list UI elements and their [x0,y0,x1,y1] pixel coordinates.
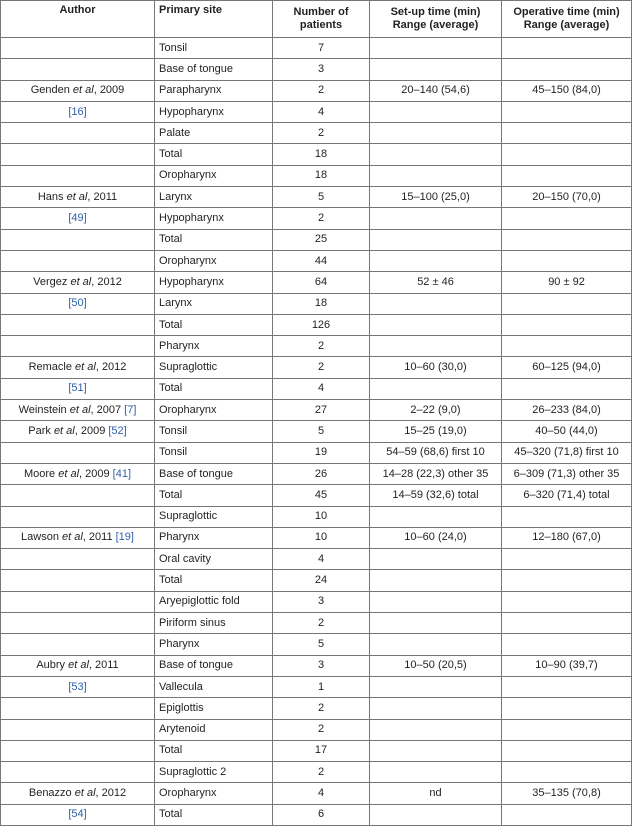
reference-link[interactable]: [16] [68,105,87,118]
patients-count-cell: 25 [273,229,370,250]
patients-count-cell: 6 [273,804,370,825]
primary-site-cell: Oropharynx [155,250,273,271]
table-row [1,527,632,548]
author-cell [1,59,155,80]
setup-time-cell [370,165,502,186]
table-row [1,613,632,634]
table-row [1,442,632,463]
operative-time-cell [502,123,632,144]
primary-site-cell: Aryepiglottic fold [155,591,273,612]
primary-site-cell: Total [155,378,273,399]
operative-time-cell: 10–90 (39,7) [502,655,632,676]
patients-count-cell: 44 [273,250,370,271]
author-year: , 2009 [79,467,113,480]
setup-time-cell [370,59,502,80]
operative-time-cell [502,762,632,783]
primary-site-cell: Tonsil [155,421,273,442]
author-cell [1,187,155,208]
primary-site-cell: Supraglottic 2 [155,762,273,783]
operative-time-cell: 90 ± 92 [502,272,632,293]
operative-time-cell [502,549,632,570]
primary-site-cell: Larynx [155,293,273,314]
patients-count-cell: 10 [273,506,370,527]
author-name: Genden [30,84,73,97]
author-cell [1,442,155,463]
operative-time-cell: 12–180 (67,0) [502,527,632,548]
patients-count-cell: 2 [273,336,370,357]
reference-link[interactable]: [52] [108,424,127,437]
table-row [1,698,632,719]
setup-time-cell [370,208,502,229]
primary-site-cell: Tonsil [155,442,273,463]
author-year: , 2011 [82,531,116,544]
setup-time-cell [370,762,502,783]
operative-time-cell: 20–150 (70,0) [502,187,632,208]
patients-count-cell: 2 [273,357,370,378]
patients-count-cell: 19 [273,442,370,463]
operative-time-cell [502,378,632,399]
primary-site-cell: Parapharynx [155,80,273,101]
patients-count-cell: 18 [273,293,370,314]
author-year: , 2011 [87,190,118,203]
setup-time-cell [370,549,502,570]
setup-time-cell: 10–60 (30,0) [370,357,502,378]
author-cell [1,250,155,271]
setup-time-cell [370,314,502,335]
setup-time-cell: 20–140 (54,6) [370,80,502,101]
author-cell [1,165,155,186]
table-row [1,485,632,506]
primary-site-cell: Supraglottic [155,357,273,378]
patients-count-cell: 24 [273,570,370,591]
patients-count-cell: 45 [273,485,370,506]
patients-count-cell: 3 [273,59,370,80]
author-cell [1,421,155,442]
author-cell [1,613,155,634]
header-number-line1: Number of [293,6,349,18]
table-row [1,165,632,186]
author-name: Remacle [28,361,76,374]
author-year: , 2011 [88,659,119,672]
header-op-line1: Operative time (min) [513,6,620,18]
author-cell [1,740,155,761]
patients-count-cell: 27 [273,400,370,421]
table-row [1,570,632,591]
patients-count-cell: 2 [273,698,370,719]
author-cell [1,570,155,591]
author-et-al: et al [62,531,83,544]
table-row [1,783,632,804]
table-row [1,272,632,293]
author-year: , 2009 [93,84,125,97]
author-cell [1,591,155,612]
primary-site-cell: Total [155,314,273,335]
reference-link[interactable]: [54] [68,808,87,821]
setup-time-cell: 10–50 (20,5) [370,655,502,676]
author-cell [1,229,155,250]
setup-time-cell [370,101,502,122]
table-row [1,378,632,399]
primary-site-cell: Base of tongue [155,655,273,676]
patients-count-cell: 126 [273,314,370,335]
author-cell [1,655,155,676]
setup-time-cell [370,250,502,271]
setup-time-cell [370,506,502,527]
author-cell [1,378,155,399]
setup-time-cell: 15–25 (19,0) [370,421,502,442]
header-operative-time [502,1,632,38]
table-row [1,250,632,271]
operative-time-cell [502,698,632,719]
table-row [1,549,632,570]
patients-count-cell: 3 [273,591,370,612]
primary-site-cell: Arytenoid [155,719,273,740]
table-row [1,804,632,825]
patients-count-cell: 5 [273,421,370,442]
operative-time-cell [502,38,632,59]
author-cell [1,719,155,740]
author-cell [1,123,155,144]
patients-count-cell: 26 [273,463,370,484]
operative-time-cell: 45–150 (84,0) [502,80,632,101]
reference-link[interactable]: [49] [68,212,87,225]
table-row [1,229,632,250]
setup-time-cell [370,634,502,655]
setup-time-cell: 15–100 (25,0) [370,187,502,208]
author-year: , 2009 [74,424,109,437]
patients-count-cell: 5 [273,187,370,208]
author-cell [1,400,155,421]
table-row [1,421,632,442]
header-author: Author [1,1,155,38]
primary-site-cell: Hypopharynx [155,272,273,293]
author-cell [1,357,155,378]
table-row [1,400,632,421]
setup-time-cell [370,229,502,250]
author-cell [1,272,155,293]
operative-time-cell [502,59,632,80]
setup-time-cell [370,719,502,740]
operative-time-cell: 6–309 (71,3) other 35 [502,463,632,484]
patients-count-cell: 2 [273,80,370,101]
table-row [1,144,632,165]
header-op-line2: Range (average) [523,19,610,31]
reference-link[interactable]: [53] [68,680,87,693]
setup-time-cell [370,676,502,697]
author-cell [1,762,155,783]
patients-count-cell: 18 [273,144,370,165]
patients-count-cell: 17 [273,740,370,761]
setup-time-cell: 10–60 (24,0) [370,527,502,548]
table-row [1,719,632,740]
primary-site-cell: Hypopharynx [155,101,273,122]
table-row [1,123,632,144]
header-setup-time [370,1,502,38]
header-primary-site: Primary site [155,1,273,38]
operative-time-cell [502,144,632,165]
table-row [1,336,632,357]
setup-time-cell [370,591,502,612]
table-row [1,314,632,335]
setup-time-cell: 52 ± 46 [370,272,502,293]
operative-time-cell [502,250,632,271]
operative-time-cell [502,804,632,825]
setup-time-cell [370,378,502,399]
reference-link[interactable]: [50] [68,297,87,310]
table-row [1,357,632,378]
patients-count-cell: 4 [273,101,370,122]
primary-site-cell: Palate [155,123,273,144]
setup-time-cell: 54–59 (68,6) first 10 [370,442,502,463]
operative-time-cell: 60–125 (94,0) [502,357,632,378]
author-name: Hans [37,190,67,203]
author-cell [1,293,155,314]
setup-time-cell [370,38,502,59]
primary-site-cell: Hypopharynx [155,208,273,229]
author-cell [1,698,155,719]
table-row [1,740,632,761]
primary-site-cell: Total [155,804,273,825]
author-et-al: et al [69,403,91,416]
primary-site-cell: Oropharynx [155,783,273,804]
primary-site-cell: Epiglottis [155,698,273,719]
author-et-al: et al [58,467,80,480]
operative-time-cell: 35–135 (70,8) [502,783,632,804]
author-et-al: et al [66,190,88,203]
author-name: Aubry [36,659,69,672]
operative-time-cell [502,719,632,740]
setup-time-cell [370,698,502,719]
author-cell [1,38,155,59]
setup-time-cell: 14–28 (22,3) other 35 [370,463,502,484]
operative-time-cell [502,740,632,761]
reference-link[interactable]: [41] [112,467,132,480]
table-row [1,38,632,59]
author-cell [1,549,155,570]
patients-count-cell: 10 [273,527,370,548]
setup-time-cell [370,570,502,591]
operative-time-cell [502,314,632,335]
header-setup-line2: Range (average) [392,19,479,31]
table-row [1,655,632,676]
table-row [1,676,632,697]
table-row [1,634,632,655]
operative-time-cell [502,506,632,527]
patients-count-cell: 2 [273,613,370,634]
operative-time-cell [502,101,632,122]
primary-site-cell: Tonsil [155,38,273,59]
primary-site-cell: Larynx [155,187,273,208]
author-cell [1,208,155,229]
author-cell [1,485,155,506]
author-cell [1,80,155,101]
author-cell [1,783,155,804]
reference-link[interactable]: [7] [124,403,137,416]
primary-site-cell: Oral cavity [155,549,273,570]
author-name: Benazzo [28,787,75,800]
primary-site-cell: Pharynx [155,634,273,655]
author-et-al: et al [68,659,89,672]
table-row [1,463,632,484]
setup-time-cell: 2–22 (9,0) [370,400,502,421]
author-et-al: et al [72,84,94,97]
primary-site-cell: Supraglottic [155,506,273,527]
author-name: Lawson [21,531,62,544]
reference-link[interactable]: [19] [115,531,134,544]
operative-time-cell: 6–320 (71,4) total [502,485,632,506]
reference-link[interactable]: [51] [68,382,87,395]
operative-time-cell [502,613,632,634]
setup-time-cell [370,144,502,165]
setup-time-cell [370,336,502,357]
author-et-al: et al [70,275,92,288]
primary-site-cell: Total [155,144,273,165]
author-cell [1,804,155,825]
table-row [1,293,632,314]
patients-count-cell: 4 [273,378,370,399]
patients-count-cell: 1 [273,676,370,697]
header-number-line2: patients [299,19,343,31]
operative-time-cell: 26–233 (84,0) [502,400,632,421]
table-row [1,591,632,612]
author-cell [1,676,155,697]
table-row [1,762,632,783]
primary-site-cell: Oropharynx [155,400,273,421]
primary-site-cell: Pharynx [155,527,273,548]
setup-time-cell [370,804,502,825]
operative-time-cell [502,229,632,250]
primary-site-cell: Vallecula [155,676,273,697]
header-row [1,1,632,38]
operative-time-cell: 40–50 (44,0) [502,421,632,442]
patients-count-cell: 7 [273,38,370,59]
table-row [1,101,632,122]
setup-time-cell [370,740,502,761]
author-name: Park [28,424,54,437]
author-name: Weinstein [18,403,70,416]
primary-site-cell: Oropharynx [155,165,273,186]
operative-time-cell [502,570,632,591]
table-body [1,38,632,826]
author-cell [1,336,155,357]
patients-count-cell: 64 [273,272,370,293]
patients-count-cell: 4 [273,783,370,804]
author-name: Moore [23,467,59,480]
primary-site-cell: Base of tongue [155,463,273,484]
patients-count-cell: 5 [273,634,370,655]
patients-count-cell: 2 [273,719,370,740]
header-setup-line1: Set-up time (min) [390,6,481,18]
author-cell [1,144,155,165]
author-name: Vergez [33,275,71,288]
author-year: , 2012 [95,361,127,374]
author-cell [1,634,155,655]
patients-count-cell: 2 [273,762,370,783]
patients-count-cell: 18 [273,165,370,186]
author-et-al: et al [74,787,96,800]
author-cell [1,527,155,548]
primary-site-cell: Total [155,570,273,591]
primary-site-cell: Piriform sinus [155,613,273,634]
author-year: , 2012 [95,787,127,800]
table-row [1,59,632,80]
author-et-al: et al [53,424,75,437]
header-number-of-patients [273,1,370,38]
author-cell [1,506,155,527]
patients-count-cell: 2 [273,123,370,144]
operative-time-cell [502,208,632,229]
primary-site-cell: Total [155,485,273,506]
operative-time-cell [502,591,632,612]
patients-count-cell: 2 [273,208,370,229]
author-cell [1,314,155,335]
setup-time-cell: nd [370,783,502,804]
primary-site-cell: Total [155,740,273,761]
table-row [1,506,632,527]
setup-time-cell [370,123,502,144]
author-et-al: et al [75,361,96,374]
table-row [1,208,632,229]
primary-site-cell: Pharynx [155,336,273,357]
author-year: , 2012 [91,275,122,288]
operative-time-cell [502,293,632,314]
operative-time-cell [502,634,632,655]
table-row [1,80,632,101]
setup-time-cell: 14–59 (32,6) total [370,485,502,506]
primary-site-cell: Total [155,229,273,250]
table-header [1,1,632,38]
patients-count-cell: 3 [273,655,370,676]
primary-site-cell: Base of tongue [155,59,273,80]
author-cell [1,101,155,122]
operative-time-cell [502,165,632,186]
author-year: , 2007 [90,403,125,416]
setup-time-cell [370,293,502,314]
author-cell [1,463,155,484]
table-row [1,187,632,208]
patients-count-cell: 4 [273,549,370,570]
operative-time-cell [502,336,632,357]
operative-time-cell: 45–320 (71,8) first 10 [502,442,632,463]
operative-time-cell [502,676,632,697]
setup-time-cell [370,613,502,634]
